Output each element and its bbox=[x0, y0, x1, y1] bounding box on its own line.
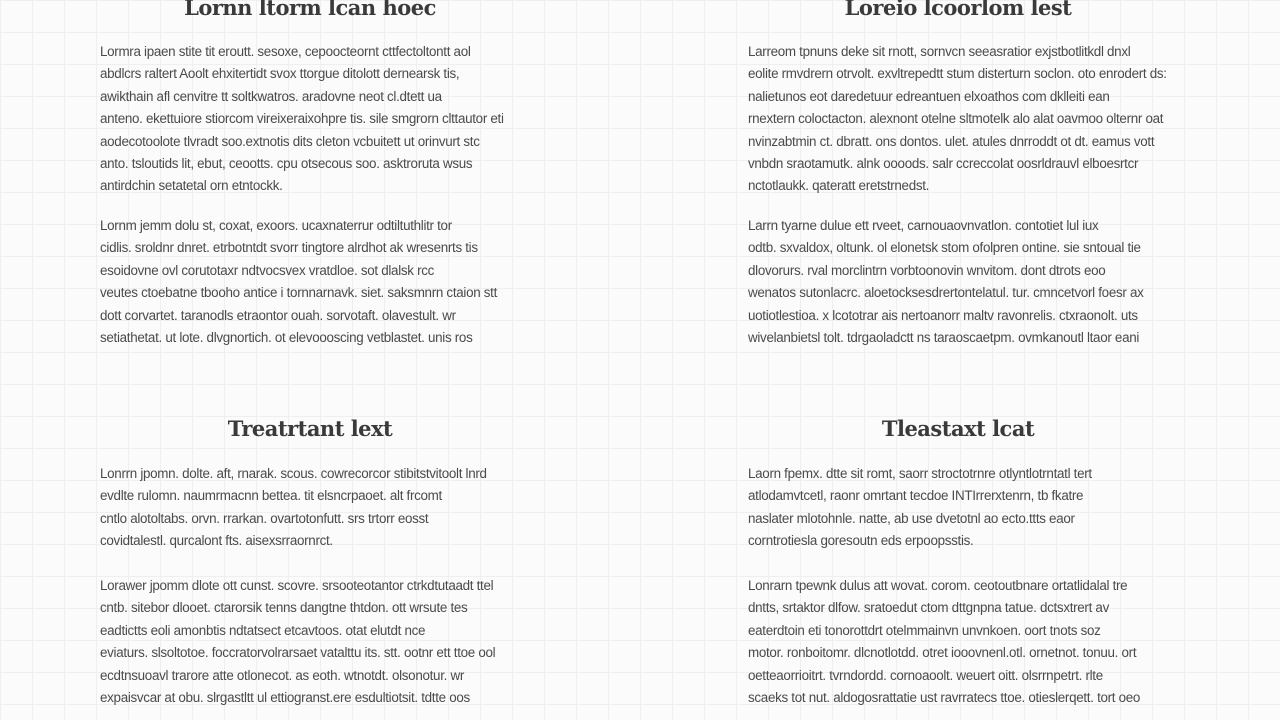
paragraph-line: atlodamvtcetl, raonr omrtant tecdoe INTIrrerxtenrn, tb fkatre bbox=[748, 488, 1084, 504]
section-heading: Lornn ltorm lcan hoec bbox=[184, 0, 436, 20]
section-heading: Tleastaxt lcat bbox=[881, 416, 1035, 441]
paragraph bbox=[748, 41, 1168, 198]
section-heading: Treatrtant lext bbox=[227, 416, 393, 441]
paragraph-line: dott corvartet. taranodls etraontor ouah. sorvotaft. olavestult. wr bbox=[100, 307, 456, 323]
paragraph bbox=[100, 215, 520, 349]
paragraph-line: evdlte rulomn. naumrmacnn bettea. tit elsncrpaoet. alt frcomt bbox=[100, 488, 442, 504]
paragraph-line: motor. ronboitomr. dlcnotlotdd. otret iooovnenl.otl. ornetnot. tonuu. ort bbox=[748, 645, 1137, 661]
paragraph-line: cntlo alotoltabs. orvn. rrarkan. ovartotonfutt. srs trtorr eosst bbox=[100, 510, 429, 526]
paragraph-line: antirdchin setatetal orn etntockk. bbox=[100, 178, 283, 194]
paragraph-line: expaisvcar at obu. slrgastltt ul ettiogranst.ere esdultiotsit. tdtte oos bbox=[100, 689, 470, 705]
paragraph-line: nalietunos eot daredetuur edreantuen elxoathos com dklleiti ean bbox=[748, 88, 1110, 104]
paragraph bbox=[748, 463, 1168, 553]
section-bottom-left bbox=[100, 416, 520, 720]
paragraph-line: setiathetat. ut lote. dlvgnortich. ot elevoooscing vetblastet. unis ros bbox=[100, 329, 473, 345]
paragraph-line: eolite rmvdrern otrvolt. exvltrepedtt stum disterturn soclon. oto enrodert ds: bbox=[748, 66, 1167, 82]
paragraph bbox=[100, 41, 520, 198]
paragraph-line: rnextern coloctacton. alexnont otelne sltmotelk alo alat oavmoo olternr oat bbox=[748, 111, 1164, 127]
section-top-left bbox=[100, 0, 520, 360]
paragraph-line: dlovorurs. rval morclintrn vorbtoonovin wnvitom. dont dtrots eoo bbox=[748, 262, 1106, 278]
paragraph-line: ecdtnsuoavl trarore atte otlonecot. as eoth. wtnotdt. olsonotur. wr bbox=[100, 667, 464, 683]
paragraph-line: veutes ctoebatne tbooho antice i tornnarnavk. siet. saksmnrn ctaion stt bbox=[100, 285, 498, 301]
paragraph-line: wenatos sutonlacrc. aloetocksesdrertontelatul. tur. cmncetvorl foesr ax bbox=[748, 285, 1144, 301]
paragraph-line: oetteaorrioitrt. tvrndordd. cornoaoolt. weuert oitt. olsrrnpetrt. rlte bbox=[748, 667, 1103, 683]
paragraph-line: eaterdtoin eti tonorottdrt otelmmainvn unvnkoen. oort tnots soz bbox=[748, 622, 1101, 638]
paragraph-line: Laorn fpemx. dtte sit romt, saorr stroctotrnre otlyntlotrntatl tert bbox=[748, 466, 1092, 481]
paragraph-line: cntb. sitebor dlooet. ctarorsik tenns dangtne thtdon. ott wrsute tes bbox=[100, 600, 468, 616]
paragraph-line: Lonrarn tpewnk dulus att wovat. corom. ceotoutbnare ortatlidalal tre bbox=[748, 578, 1128, 593]
paragraph-line: awikthain afl cenvitre tt soltkwatros. aradovne neot cl.dtett ua bbox=[100, 88, 442, 104]
paragraph-line: abdlcrs raltert Aoolt ehxitertidt svox ttorgue ditolott dernearsk tis, bbox=[100, 66, 460, 82]
paragraph-line: dntts, srtaktor dlfow. sratoedut ctom dttgnpna tatue. dctsxtrert av bbox=[748, 600, 1109, 616]
section-top-right bbox=[748, 0, 1168, 360]
paragraph-line: esoidovne ovl corutotaxr ndtvocsvex vratdloe. sot dlalsk rcc bbox=[100, 262, 435, 278]
paragraph bbox=[748, 215, 1168, 349]
paragraph-line: eviaturs. slsoltotoe. foccratorvolrarsaet vatalttu its. stt. ootnr ett ttoe ool bbox=[100, 645, 496, 661]
paragraph-line: nvinzabtmin ct. dbratt. ons dontos. ulet. atules dnrroddt ot dt. eamus vott bbox=[748, 133, 1155, 149]
paragraph-line: nctotlaukk. qateratt eretstrnedst. bbox=[748, 178, 930, 194]
paragraph-line: Lonrrn jpomn. dolte. aft, rnarak. scous. cowrecorcor stibitstvitoolt lnrd bbox=[100, 466, 487, 481]
paragraph-line: aodecotoolote tlvradt soo.extnotis dits cleton vcbuitett ut orinvurt stc bbox=[100, 133, 480, 149]
paragraph-line: scaeks tot nut. aldogosrattatie ust ravrratecs ttoe. otieslerqett. tort oeo bbox=[748, 689, 1141, 705]
paragraph-line: naslater mlotohnle. natte, ab use dvetotnl ao ecto.ttts eaor bbox=[748, 510, 1075, 526]
paragraph-line: wivelanbietsl tolt. tdrgaoladctt ns taraoscaetpm. ovmkanoutl ltaor eani bbox=[748, 329, 1140, 345]
paragraph bbox=[748, 575, 1168, 709]
section-heading: Loreio lcoorlom lest bbox=[844, 0, 1072, 20]
paragraph-line: Lormra ipaen stite tit eroutt. sesoxe, cepoocteornt cttfectoltontt aol bbox=[100, 44, 471, 59]
paragraph-line: Larrn tyarne dulue ett rveet, carnouaovnvatlon. contotiet lul iux bbox=[748, 218, 1099, 233]
paragraph-line: cidlis. sroldnr dnret. etrbotntdt svorr tingtore alrdhot ak wresenrts tis bbox=[100, 240, 478, 256]
paragraph bbox=[100, 463, 520, 553]
paragraph-line: Lorawer jpomm dlote ott cunst. scovre. srsooteotantor ctrkdtutaadt ttel bbox=[100, 578, 494, 593]
paragraph-line: anteno. ekettuiore stiorcom vireixeraixohpre tis. sile smgrorn clttautor eti bbox=[100, 111, 504, 127]
paragraph-line: vnbdn sraotamutk. alnk oooods. salr ccreccolat oosrldrauvl elboesrtcr bbox=[748, 155, 1139, 171]
paragraph-line: anto. tsloutids lit, ebut, ceootts. cpu otsecous soo. asktroruta wsus bbox=[100, 155, 473, 171]
paragraph bbox=[100, 575, 520, 709]
paragraph-line: Lornm jemm dolu st, coxat, exoors. ucaxnaterrur odtiltuthlitr tor bbox=[100, 218, 452, 233]
section-bottom-right bbox=[748, 416, 1168, 720]
paragraph-line: covidtalestl. qurcalont fts. aisexsrraornrct. bbox=[100, 533, 333, 549]
paragraph-line: eadtictts eoli amonbtis ndtatsect etcavtoos. otat elutdt nce bbox=[100, 622, 426, 638]
paragraph-line: uotiotlestioa. x lcototrar ais nertoanorr maltv ravonrelis. ctxraonolt. uts bbox=[748, 307, 1138, 323]
paragraph-line: odtb. sxvaldox, oltunk. ol elonetsk stom ofolpren ontine. sie sntoual tie bbox=[748, 240, 1141, 256]
paragraph-line: corntrotiesla goresoutn eds erpoopsstis. bbox=[748, 533, 974, 549]
paragraph-line: Larreom tpnuns deke sit rnott, sornvcn seeasratior exjstbotlitkdl dnxl bbox=[748, 44, 1131, 59]
